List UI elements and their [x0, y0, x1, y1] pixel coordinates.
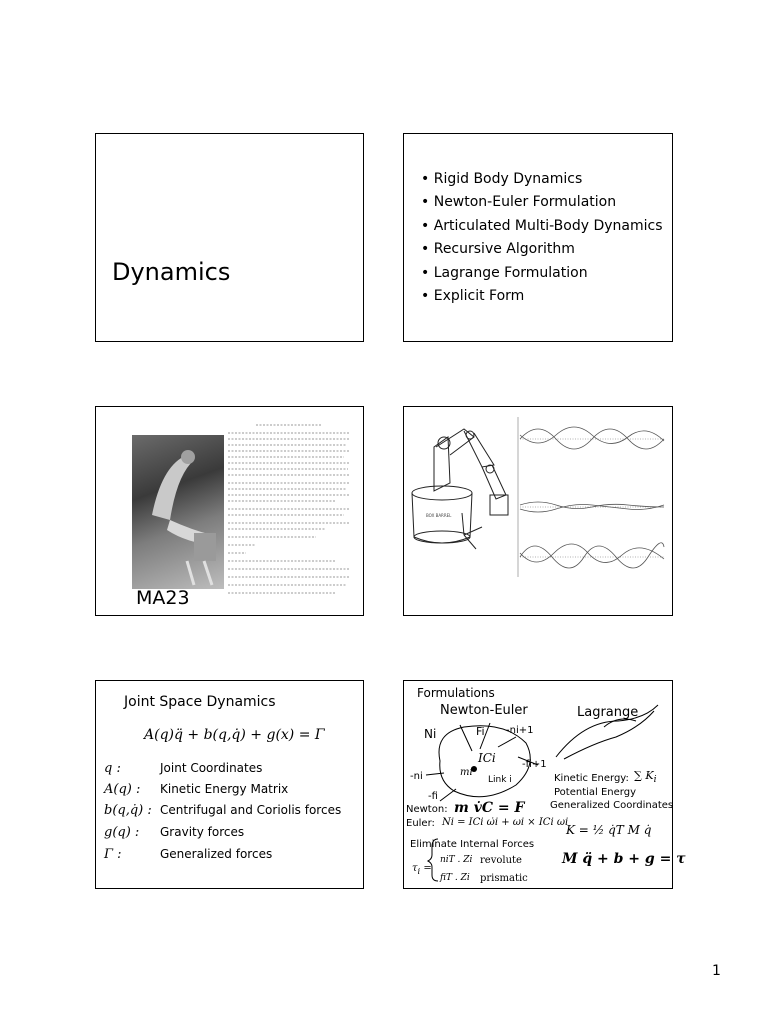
eliminate-note: Eliminate Internal Forces: [410, 839, 535, 850]
symbol: g(q) :: [104, 825, 140, 840]
definition-row: [104, 761, 262, 776]
tau-revolute-label: revolute: [480, 855, 522, 866]
description: Kinetic Energy Matrix: [160, 782, 289, 796]
label-f-i: -fi: [428, 791, 438, 802]
symbol: A(q) :: [104, 782, 141, 797]
description: Joint Coordinates: [160, 761, 263, 775]
euler-label: Euler:: [406, 818, 435, 829]
outline-item: • Rigid Body Dynamics: [421, 168, 663, 191]
euler-equation: Ni = ICi ω̇i + ωi × ICi ωi: [442, 817, 569, 828]
symbol: b(q,q̇) :: [104, 803, 152, 818]
outline-item: • Newton-Euler Formulation: [421, 191, 663, 214]
equations-scan: [226, 419, 352, 604]
robot-arm-photo: [132, 435, 224, 589]
definition-row: [104, 803, 341, 818]
label-f-next: -fi+1: [522, 759, 547, 770]
svg-text:BOX BARREL: BOX BARREL: [426, 513, 452, 518]
lagrange-heading: Lagrange: [577, 705, 639, 720]
robot-drawing-and-plots: [404, 407, 672, 615]
newton-euler-heading: Newton-Euler: [440, 703, 528, 718]
kinetic-energy-label: Kinetic Energy:: [554, 773, 629, 784]
generalized-coordinates-label: Generalized Coordinates: [550, 800, 674, 811]
newton-equation: m v̇C = F: [454, 800, 525, 816]
slide-outline: [403, 133, 673, 342]
formulations-heading: Formulations: [417, 686, 495, 700]
label-fi: Fi: [476, 725, 485, 738]
label-mass: mi: [460, 767, 473, 778]
definition-row: [104, 825, 244, 840]
page-number: 1: [712, 963, 721, 979]
label-link: Link i: [488, 775, 512, 785]
outline-item: • Articulated Multi-Body Dynamics: [421, 215, 663, 238]
label-n-i: -ni: [410, 771, 423, 782]
robot-caption: MA23: [136, 587, 190, 609]
dynamics-equation: A(q)q̈ + b(q,q̇) + g(x) = Γ: [144, 727, 325, 743]
outline-list: [421, 168, 663, 308]
outline-item: • Lagrange Formulation: [421, 262, 663, 285]
outline-item: • Explicit Form: [421, 285, 663, 308]
slide-title-text: Dynamics: [112, 258, 231, 286]
slide-formulations: Formulations Newton-Euler Lagrange Ni Fi -ni+1 -fi+1 ICi mi Link i -ni -fi Newton: m v̇C = F Euler: Ni = ICi ω̇i + ωi × ICi ωi Eliminate Internal Forces $\tau_i$ = niT . Zi revolute fiT . Zi prismatic Kinetic Energy: ∑ $K_i$ Potential Energy Generalized Coordinates K = ½ q̇T M q̇ M q̈ + b + g = τ: [403, 680, 673, 889]
slide-robot-photo: [95, 406, 364, 616]
symbol: q :: [104, 761, 121, 776]
description: Generalized forces: [160, 847, 273, 861]
definition-row: [104, 782, 288, 797]
outline-item: • Recursive Algorithm: [421, 238, 663, 261]
description: Gravity forces: [160, 825, 245, 839]
definition-row: [104, 847, 272, 862]
equation-of-motion: M q̈ + b + g = τ: [562, 851, 686, 867]
newton-label: Newton:: [406, 804, 448, 815]
slide-heading: Joint Space Dynamics: [124, 694, 276, 710]
tau-prismatic-expr: fiT . Zi: [440, 873, 470, 883]
slide-robot-drawing: [403, 406, 673, 616]
symbol: Γ :: [104, 847, 122, 862]
label-inertia: ICi: [478, 751, 496, 765]
kinetic-energy-equation: K = ½ q̇T M q̇: [566, 823, 652, 837]
tau-prismatic-label: prismatic: [480, 873, 528, 884]
potential-energy-label: Potential Energy: [554, 787, 636, 798]
slide-title: [95, 133, 364, 342]
label-ni: Ni: [424, 727, 437, 741]
tau-revolute-expr: niT . Zi: [440, 855, 473, 865]
description: Centrifugal and Coriolis forces: [160, 803, 342, 817]
slide-joint-space-dynamics: [95, 680, 364, 889]
label-n-next: -ni+1: [506, 725, 534, 736]
